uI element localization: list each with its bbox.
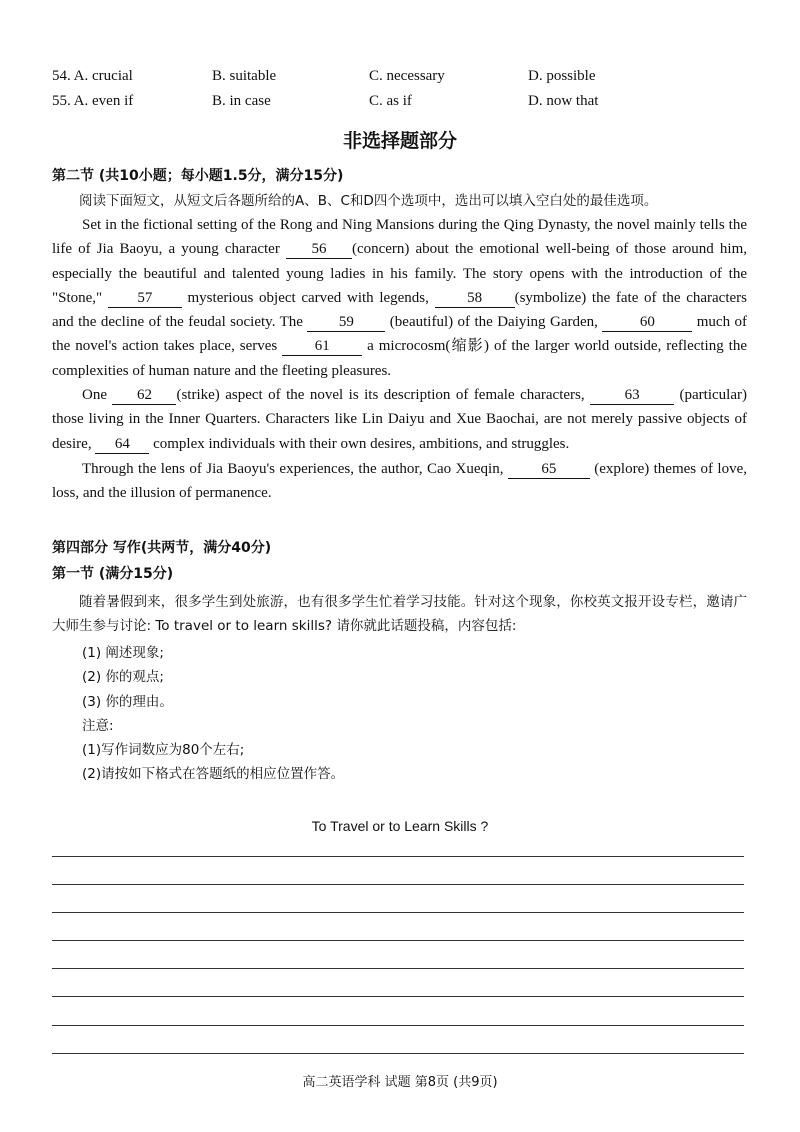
question-54-options xyxy=(52,68,752,90)
passage-text: (explore) themes of love, loss, and the illusion of permanence. xyxy=(52,461,747,502)
passage-text: Set in the fictional setting of the Rong and Ning Mansions during the Qing Dynasty, the novel mainly tells the life of Jia Baoyu, a young character xyxy=(52,217,747,258)
option-d: D. possible xyxy=(528,68,596,84)
writing-line xyxy=(52,968,744,969)
passage-text: (strike) aspect of the novel is its description of female characters, xyxy=(176,387,591,403)
option-b: B. suitable xyxy=(212,68,277,84)
content-point-1: (1) 阐述现象; xyxy=(82,645,164,661)
passage-paragraph-3 xyxy=(52,457,747,506)
option-c: C. as if xyxy=(369,93,412,109)
blank-60: 60 xyxy=(602,313,692,332)
content-point-3: (3) 你的理由。 xyxy=(82,694,173,710)
passage-paragraph-2 xyxy=(52,383,747,456)
passage-text: much of the novel's action takes place, serves xyxy=(52,314,747,355)
section2-heading: 第二节 (共10小题；每小题1.5分，满分15分) xyxy=(52,168,344,184)
part4-section1-heading: 第一节 (满分15分) xyxy=(52,566,174,582)
blank-57: 57 xyxy=(108,289,182,308)
blank-59: 59 xyxy=(307,313,385,332)
option-d: D. now that xyxy=(528,93,599,109)
part4-heading: 第四部分 写作(共两节，满分40分) xyxy=(52,540,272,556)
writing-line xyxy=(52,856,744,857)
writing-line xyxy=(52,884,744,885)
passage-text: complex individuals with their own desires, ambitions, and struggles. xyxy=(149,435,570,452)
passage-text: One xyxy=(82,387,113,403)
passage-text: (particular) those living in the Inner Quarters. Characters like Lin Daiyu and Xue Baochai, are not merely passive objects of desire, xyxy=(52,387,747,452)
note-label: 注意: xyxy=(82,718,114,734)
blank-63: 63 xyxy=(590,386,674,405)
writing-line xyxy=(52,1053,744,1054)
page-footer: 高二英语学科 试题 第8页 (共9页) xyxy=(302,1075,498,1090)
blank-61: 61 xyxy=(282,337,362,356)
writing-line xyxy=(52,912,744,913)
option-c: C. necessary xyxy=(369,68,445,84)
blank-58: 58 xyxy=(435,289,515,308)
option-b: B. in case xyxy=(212,93,271,109)
blank-64: 64 xyxy=(95,435,149,454)
passage-paragraph-1 xyxy=(52,213,747,383)
section2-instruction: 阅读下面短文，从短文后各题所给的A、B、C和D四个选项中，选出可以填入空白处的最佳选项。 xyxy=(79,193,658,209)
part-title: 非选择题部分 xyxy=(342,130,457,152)
passage-text: (beautiful) of the Daiying Garden, xyxy=(385,314,603,331)
writing-line xyxy=(52,1025,744,1026)
blank-62: 62 xyxy=(112,386,176,405)
note-1: (1)写作词数应为80个左右; xyxy=(82,742,245,758)
writing-line xyxy=(52,996,744,997)
writing-prompt: 随着暑假到来，很多学生到处旅游，也有很多学生忙着学习技能。针对这个现象，你校英文报开设专栏，邀请广大师生参与讨论: To travel or to learn skills? 请你就此话题投稿，内容包括: xyxy=(52,594,747,635)
option-a: 55. A. even if xyxy=(52,93,134,109)
passage-text: a microcosm(缩影) of the larger world outside, reflecting the complexities of human nature and the fleeting pleasures. xyxy=(52,338,747,379)
writing-line xyxy=(52,940,744,941)
passage-text: mysterious object carved with legends, xyxy=(181,289,435,306)
note-2: (2)请按如下格式在答题纸的相应位置作答。 xyxy=(82,766,345,782)
question-55-options xyxy=(52,93,752,115)
blank-56: 56 xyxy=(286,240,352,259)
essay-title: To Travel or to Learn Skills ? xyxy=(311,818,489,834)
passage-text: Through the lens of Jia Baoyu's experiences, the author, Cao Xueqin, xyxy=(82,461,508,477)
passage-text: (symbolize) the fate of the characters and the decline of the feudal society. The xyxy=(52,289,747,331)
option-a: 54. A. crucial xyxy=(52,68,133,84)
blank-65: 65 xyxy=(508,460,590,479)
passage-text: (concern) about the emotional well-being of those around him, especially the beautiful and talented young ladies in his family. The story opens with the introduction of the "Stone," xyxy=(52,241,747,306)
content-point-2: (2) 你的观点; xyxy=(82,669,164,685)
